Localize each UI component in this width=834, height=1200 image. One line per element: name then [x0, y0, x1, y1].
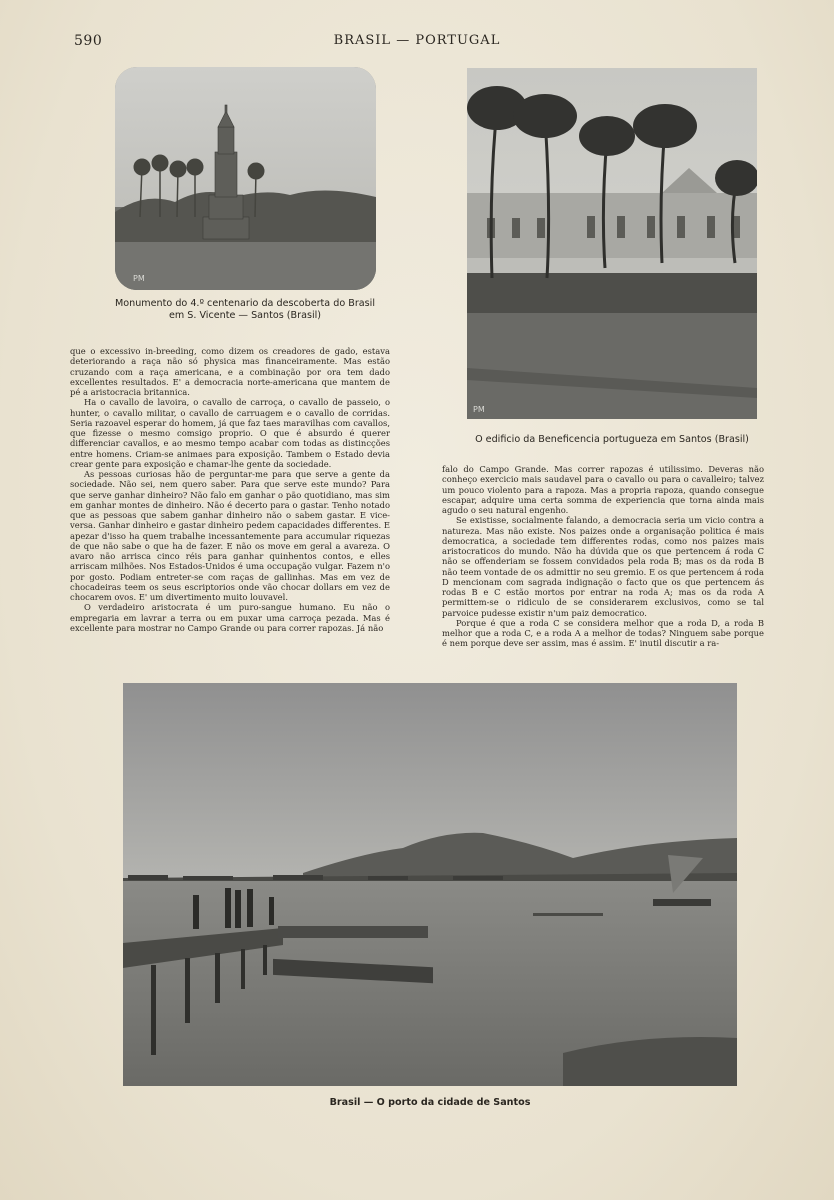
monument-caption — [100, 298, 390, 322]
page-number: 590 — [74, 33, 103, 49]
monument-caption-line1: Monumento do 4.º centenario da descoberta do Brasil — [115, 298, 375, 309]
paragraph: As pessoas curiosas hão de perguntar-me para que serve a gente da sociedade. Não sei, nem quero saber. Para que serve este mundo? Para que serve ganhar dinheiro? Não falo em ganhar o pão quotidiano, mas sim em ganhar montes de dinheiro. Não é decerto para o gastar. Tenho notado que as pessoas que sabem ganhar dinheiro não o sabem gastar. E vice-versa. Ganhar dinheiro e gastar dinheiro pedem capacidades differentes. E apezar d'isso ha quem trabalhe incessantemente para accumular riquezas de que não sabe o que ha de fazer. E não os move em geral a avareza. O avaro não arrisca cinco réis para ganhar quinhentos contos, e elles arriscam milhões. Nos Estados-Unidos é uma occupação vulgar. Fazem n'o por gosto. Podiam entreter-se com raças de gallinhas. Mas em vez de chocadeiras teem os seus escriptorios onde vão chocar dollars em vez de chocarem ovos. E' um divertimento muito louvavel. — [70, 469, 390, 602]
beneficencia-photo — [467, 68, 757, 419]
paragraph: que o excessivo in-breeding, como dizem os creadores de gado, estava deteriorando a raça não só physica mas financeiramente. Mas estão cruzando com a raça americana, e a combinação por ora tem dado excellentes resultados. E' a democracia norte-americana que mantem de pé a aristocracia britannica. — [70, 346, 390, 397]
svg-text:PM: PM — [473, 405, 485, 414]
monument-caption-line2: em S. Vicente — Santos (Brasil) — [168, 310, 322, 321]
right-text-column — [442, 464, 764, 649]
paragraph: Se existisse, socialmente falando, a democracia seria um vicio contra a natureza. Mas não existe. Nos paizes onde a organisação politica é mais democratica, a sociedade tem differentes rodas, como nos paizes mais aristocraticos do mundo. Não ha dúvida que os que pertencem á roda C não se offenderiam se fossem convidados pela roda B; mas os da roda B não teem vontade de os admittir no seu gremio. E os que pertencem á roda D mencionam com sagrada indignação o facto que os que pertencem ás rodas B e C estão mortos por entrar na roda A; mas os da roda A permittem-se o ridiculo de se considerarem exclusivos, como se tal parvoice pudesse existir n'um paiz democratico. — [442, 515, 764, 618]
port-caption: Brasil — O porto da cidade de Santos — [329, 1097, 531, 1108]
monument-photo — [115, 67, 376, 290]
paragraph: Ha o cavallo de lavoira, o cavallo de carroça, o cavallo de passeio, o hunter, o cavallo militar, o cavallo de carruagem e o cavallo de corridas. Seria razoavel esperar do homem, já que faz taes maravilhas com cavallos, que fizesse o mesmo comsigo proprio. O que é absurdo é querer differenciar cavallos, e ao mesmo tempo acabar com todas as distincções entre homens. Criam-se animaes para exposição. Tambem o Estado devia crear gente para exposição e chamar-lhe gente da sociedade. — [70, 397, 390, 469]
paragraph: O verdadeiro aristocrata é um puro-sangue humano. Eu não o empregaria em lavrar a terra ou em puxar uma carroça pezada. Mas é excellente para mostrar no Campo Grande ou para correr rapozas. Já não — [70, 602, 390, 633]
beneficencia-caption: O edificio da Beneficencia portugueza em Santos (Brasil) — [475, 434, 749, 445]
left-text-column — [70, 346, 390, 633]
port-photo — [123, 683, 737, 1086]
paragraph: falo do Campo Grande. Mas correr rapozas é utilissimo. Deveras não conheço exercicio mais saudavel para o cavallo ou para o cavalleiro; talvez um pouco violento para a rapoza. Mas a propria rapoza, quando consegue escapar, adquire uma certa somma de experiencia que torna ainda mais agudo o seu natural engenho. — [442, 464, 764, 515]
running-head: BRASIL — PORTUGAL — [333, 33, 501, 48]
svg-text:PM: PM — [133, 274, 145, 283]
paragraph: Porque é que a roda C se considera melhor que a roda D, a roda B melhor que a roda C, e a roda A a melhor de todas? Ninguem sabe porque é nem porque deve ser assim, mas é assim. E' inutil discutir a ra- — [442, 617, 764, 649]
